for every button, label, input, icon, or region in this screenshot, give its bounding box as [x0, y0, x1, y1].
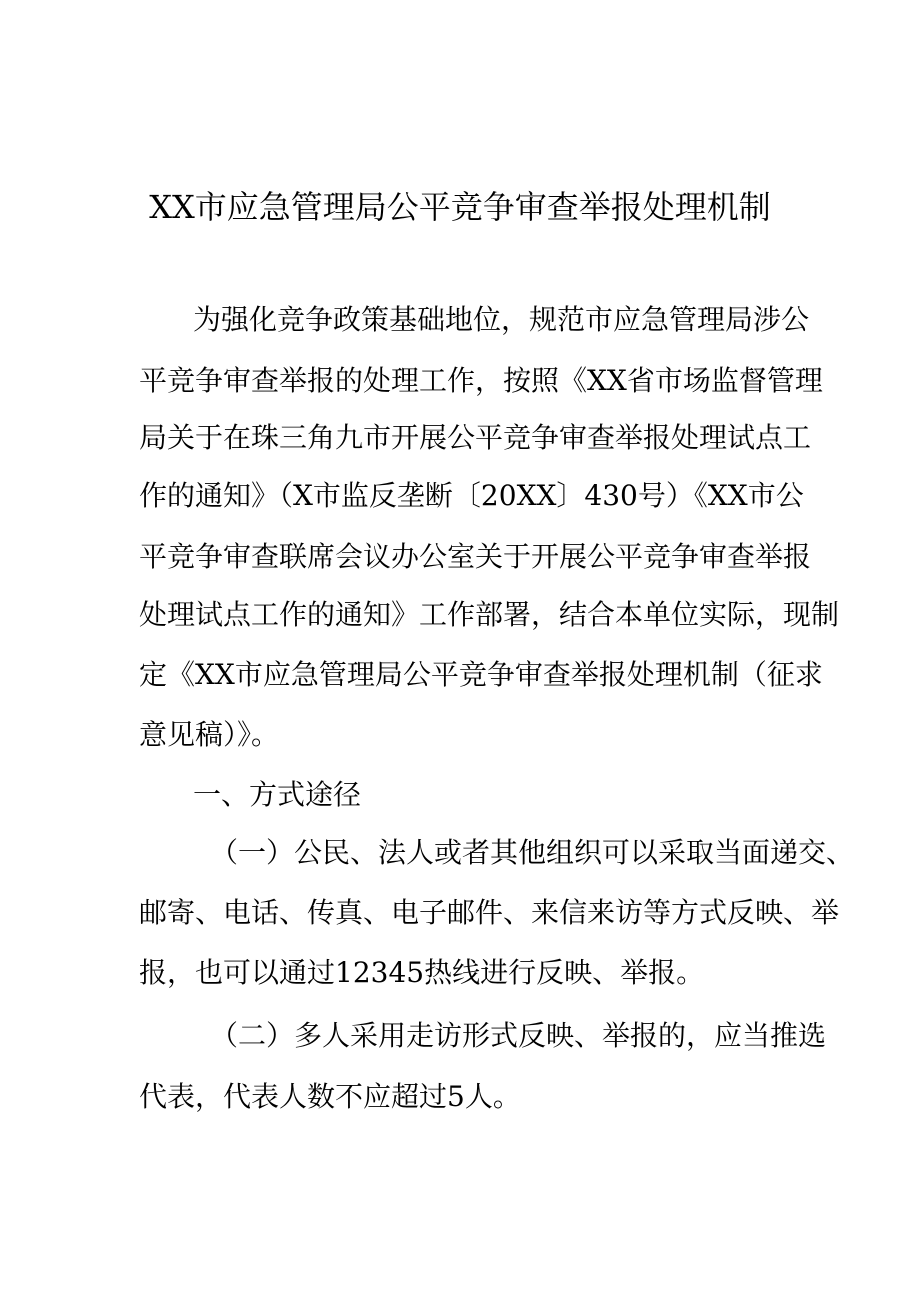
intro-line: 意见稿）》。 [139, 718, 280, 751]
item-line: （一）公民、法人或者其他组织可以采取当面递交、 [210, 836, 855, 869]
intro-line: 平竞争审查联席会议办公室关于开展公平竞争审查举报 [139, 540, 812, 573]
item-line: 代表，代表人数不应超过5人。 [139, 1080, 521, 1113]
intro-line: 局关于在珠三角九市开展公平竞争审查举报处理试点工 [139, 421, 812, 454]
intro-line: 处理试点工作的通知》工作部署，结合本单位实际，现制 [139, 598, 840, 631]
document-title: XX市应急管理局公平竞争审查举报处理机制 [149, 188, 771, 226]
item-line: 邮寄、电话、传真、电子邮件、来信来访等方式反映、举 [139, 896, 840, 929]
item-line: 报，也可以通过12345热线进行反映、举报。 [139, 956, 705, 989]
intro-line: 作的通知》（X市监反垄断〔20XX〕430号）《XX市公 [139, 479, 804, 512]
intro-line: 平竞争审查举报的处理工作，按照《XX省市场监督管理 [139, 364, 823, 397]
intro-line: 为强化竞争政策基础地位，规范市应急管理局涉公 [193, 303, 810, 336]
section-heading: 一、方式途径 [193, 778, 362, 811]
intro-line: 定《XX市应急管理局公平竞争审查举报处理机制（征求 [139, 658, 823, 691]
item-line: （二）多人采用走访形式反映、举报的，应当推选 [210, 1019, 827, 1052]
